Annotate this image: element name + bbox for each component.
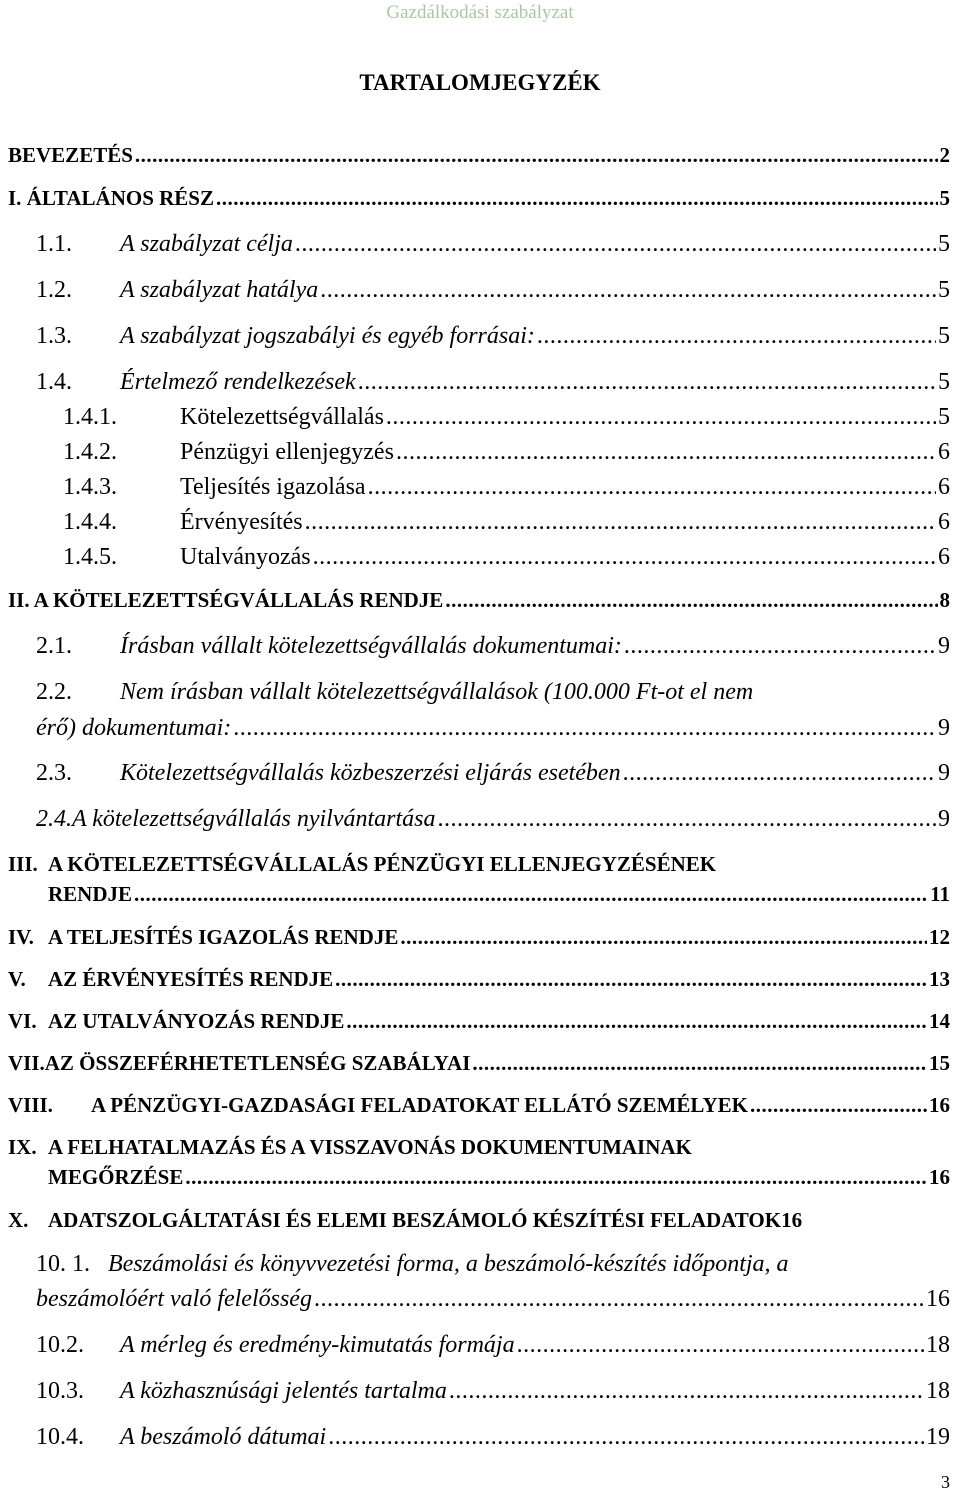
toc-entry-page: 18 bbox=[926, 1332, 950, 1358]
toc-entry-number: 10.3. bbox=[36, 1378, 84, 1404]
toc-entry-title: A szabályzat célja bbox=[120, 231, 293, 257]
toc-entry-title: Teljesítés igazolása bbox=[180, 474, 366, 500]
toc-entry-title: A TELJESÍTÉS IGAZOLÁS RENDJE bbox=[48, 925, 399, 949]
toc-entry-page: 16 bbox=[929, 1093, 950, 1117]
toc-leader-dots bbox=[134, 879, 928, 909]
toc-entry-title: Kötelezettségvállalás bbox=[180, 404, 384, 430]
toc-entry-title: Kötelezettségvállalás közbeszerzési eljárás esetében bbox=[120, 760, 621, 786]
toc-leader-dots bbox=[314, 1284, 924, 1314]
toc-entry-title: A KÖTELEZETTSÉGVÁLLALÁS PÉNZÜGYI ELLENJEGYZÉSÉNEK bbox=[48, 852, 717, 876]
toc-leader-dots bbox=[623, 758, 936, 788]
toc-entry-page: 9 bbox=[938, 715, 950, 741]
toc-leader-dots bbox=[386, 402, 936, 432]
toc-leader-dots bbox=[400, 922, 927, 952]
toc-leader-dots bbox=[624, 631, 936, 661]
toc-leader-dots bbox=[750, 1090, 927, 1120]
toc-leader-dots bbox=[438, 804, 937, 834]
toc-entry-page: 5 bbox=[938, 404, 950, 430]
toc-leader-dots bbox=[313, 542, 936, 572]
toc-entry-number: 10.4. bbox=[36, 1424, 84, 1450]
toc-entry-title-continuation: MEGŐRZÉSE bbox=[48, 1165, 184, 1189]
toc-entry-number: 10. 1. bbox=[36, 1251, 90, 1277]
toc-leader-dots bbox=[368, 472, 936, 502]
toc-entry-title: Nem írásban vállalt kötelezettségvállalások (100.000 Ft-ot el nem bbox=[120, 679, 754, 705]
toc-entry-title: VII.AZ ÖSSZEFÉRHETETLENSÉG SZABÁLYAI bbox=[8, 1051, 471, 1075]
toc-leader-dots bbox=[135, 140, 938, 170]
toc-entry-page: 2 bbox=[939, 143, 950, 167]
toc-entry-title: 2.4.A kötelezettségvállalás nyilvántartása bbox=[36, 806, 436, 832]
toc-leader-dots bbox=[358, 367, 936, 397]
toc-entry-number: 1.4.1. bbox=[63, 404, 117, 430]
toc-entry-number: IX. bbox=[8, 1135, 37, 1159]
toc-entry-page: 5 bbox=[938, 231, 950, 257]
toc-entry-number: 1.4. bbox=[36, 369, 72, 395]
toc-entry-number: VI. bbox=[8, 1009, 37, 1033]
toc-leader-dots bbox=[396, 437, 936, 467]
toc-entry-title-continuation: beszámolóért való felelősség bbox=[36, 1286, 312, 1312]
toc-entry-number: 1.2. bbox=[36, 277, 72, 303]
toc-entry-page: 9 bbox=[938, 633, 950, 659]
toc-entry-number: V. bbox=[8, 967, 26, 991]
toc-entry-title-continuation: érő) dokumentumai: bbox=[36, 715, 232, 741]
toc-leader-dots bbox=[320, 275, 936, 305]
toc-entry-title: A szabályzat hatálya bbox=[120, 277, 319, 303]
toc-leader-dots bbox=[185, 1162, 927, 1192]
toc-entry-page: 18 bbox=[926, 1378, 950, 1404]
toc-entry-title: A közhasznúsági jelentés tartalma bbox=[120, 1378, 447, 1404]
toc-entry-page: 11 bbox=[930, 882, 950, 906]
toc-entry-title: Érvényesítés bbox=[180, 509, 303, 535]
toc-entry-number: 10.2. bbox=[36, 1332, 84, 1358]
toc-entry-page: 16 bbox=[926, 1286, 950, 1312]
page-number: 3 bbox=[941, 1472, 950, 1492]
toc-entry-title: A FELHATALMAZÁS ÉS A VISSZAVONÁS DOKUMENTUMAINAK bbox=[48, 1135, 692, 1159]
toc-entry-title-continuation: RENDJE bbox=[48, 882, 133, 906]
toc-leader-dots bbox=[233, 713, 936, 743]
toc-leader-dots bbox=[449, 1376, 924, 1406]
toc-entry-title: A mérleg és eredmény-kimutatás formája bbox=[120, 1332, 515, 1358]
toc-entry-page: 5 bbox=[938, 323, 950, 349]
toc-entry-title: AZ ÉRVÉNYESÍTÉS RENDJE bbox=[48, 967, 334, 991]
toc-entry-page: 13 bbox=[929, 967, 950, 991]
toc-entry-page: 5 bbox=[938, 277, 950, 303]
page-title: TARTALOMJEGYZÉK bbox=[359, 70, 601, 95]
toc-leader-dots bbox=[335, 964, 927, 994]
toc-entry-number: 1.3. bbox=[36, 323, 72, 349]
toc-entry-number: 1.4.5. bbox=[63, 544, 117, 570]
toc-entry-title: Beszámolási és könyvvezetési forma, a beszámoló-készítés időpontja, a bbox=[108, 1251, 789, 1277]
toc-entry-page: 16 bbox=[781, 1208, 803, 1232]
toc-entry-number: 2.3. bbox=[36, 760, 72, 786]
toc-entry-title: Pénzügyi ellenjegyzés bbox=[180, 439, 394, 465]
toc-entry-page: 16 bbox=[929, 1165, 950, 1189]
toc-entry-page: 9 bbox=[938, 806, 950, 832]
toc-entry-title: A szabályzat jogszabályi és egyéb forrásai: bbox=[120, 323, 535, 349]
toc-entry-number: IV. bbox=[8, 925, 34, 949]
toc-entry-title: A beszámoló dátumai bbox=[120, 1424, 327, 1450]
toc-entry-page: 8 bbox=[939, 588, 950, 612]
toc-leader-dots bbox=[445, 585, 937, 615]
toc-entry-page: 6 bbox=[938, 544, 950, 570]
toc-entry-page: 6 bbox=[938, 439, 950, 465]
toc-entry-page: 5 bbox=[939, 186, 950, 210]
toc-entry-title: Utalványozás bbox=[180, 544, 311, 570]
toc-entry-number: X. bbox=[8, 1208, 29, 1232]
toc-entry-number: 1.4.2. bbox=[63, 439, 117, 465]
toc-leader-dots bbox=[537, 321, 936, 351]
toc-entry-page: 5 bbox=[938, 369, 950, 395]
toc-entry-title: Értelmező rendelkezések bbox=[120, 369, 356, 395]
toc-leader-dots bbox=[295, 229, 936, 259]
toc-entry-page: 15 bbox=[929, 1051, 950, 1075]
toc-leader-dots bbox=[305, 507, 936, 537]
toc-leader-dots bbox=[517, 1330, 924, 1360]
toc-entry-page: 12 bbox=[929, 925, 950, 949]
toc-entry-number: 2.1. bbox=[36, 633, 72, 659]
toc-entry-number: 1.4.4. bbox=[63, 509, 117, 535]
toc-entry-number: 2.2. bbox=[36, 679, 72, 705]
toc-entry-number: III. bbox=[8, 852, 38, 876]
toc-entry-page: 6 bbox=[938, 474, 950, 500]
toc-entry-page: 9 bbox=[938, 760, 950, 786]
toc-entry-title: BEVEZETÉS bbox=[8, 143, 133, 167]
toc-entry-number: VIII. bbox=[8, 1093, 53, 1117]
toc-leader-dots bbox=[328, 1422, 924, 1452]
toc-entry-number: 1.1. bbox=[36, 231, 72, 257]
toc-entry-title: ADATSZOLGÁLTATÁSI ÉS ELEMI BESZÁMOLÓ KÉSZÍTÉSI FELADATOK bbox=[48, 1208, 782, 1232]
toc-entry-page: 19 bbox=[926, 1424, 950, 1450]
page-header: Gazdálkodási szabályzat bbox=[386, 2, 574, 23]
toc-entry-number: 1.4.3. bbox=[63, 474, 117, 500]
toc-entry-page: 6 bbox=[938, 509, 950, 535]
toc-leader-dots bbox=[216, 183, 938, 213]
toc-entry-title: II. A KÖTELEZETTSÉGVÁLLALÁS RENDJE bbox=[8, 588, 444, 612]
toc-leader-dots bbox=[472, 1048, 927, 1078]
toc-leader-dots bbox=[346, 1006, 927, 1036]
toc-entry-title: A PÉNZÜGYI-GAZDASÁGI FELADATOKAT ELLÁTÓ SZEMÉLYEK bbox=[91, 1093, 748, 1117]
toc-entry-title: AZ UTALVÁNYOZÁS RENDJE bbox=[48, 1009, 345, 1033]
toc-entry-title: Írásban vállalt kötelezettségvállalás dokumentumai: bbox=[120, 633, 622, 659]
toc-entry-title: I. ÁLTALÁNOS RÉSZ bbox=[8, 186, 214, 210]
toc-entry-page: 14 bbox=[929, 1009, 950, 1033]
